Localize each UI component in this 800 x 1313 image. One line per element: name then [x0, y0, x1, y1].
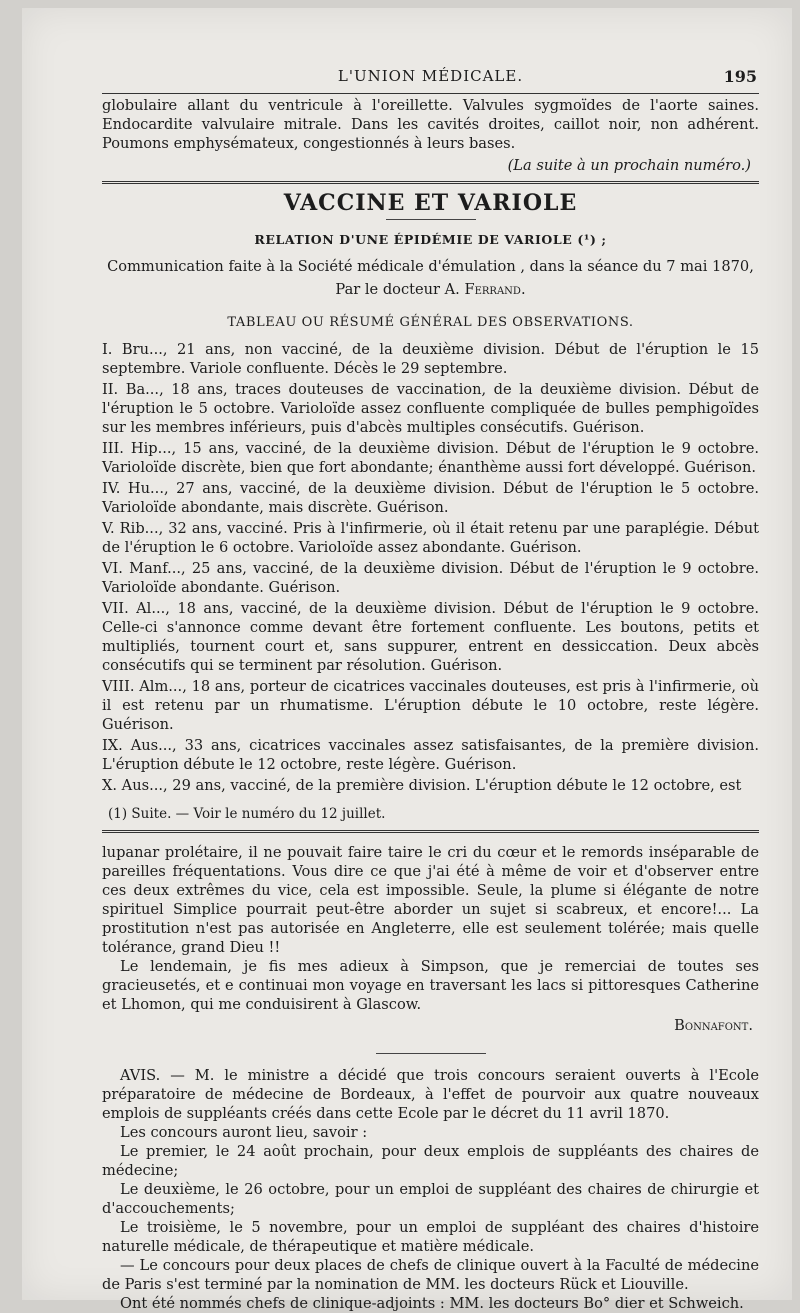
observation-item: VII. Al..., 18 ans, vacciné, de la deuxième division. Début de l'éruption le 9 octobre. Celle-ci s'annonce comme devant être fortement confluente. Les boutons, petits et multipliés, tournent court et, sans suppurer, entrent en dessiccation. Deux abcès consécutifs qui se terminent par résolution. Guérison. [102, 600, 759, 674]
page-header [102, 63, 759, 89]
observation-item: IV. Hu..., 27 ans, vacciné, de la deuxième division. Début de l'éruption le 5 octobre. Varioloïde abondante, mais discrète. Guérison. [102, 480, 759, 516]
author-prefix: Par le docteur A. [335, 281, 460, 298]
letter-paragraph: lupanar prolétaire, il ne pouvait faire taire le cri du cœur et le remords inséparable de pareilles fréquentations. Vous dire ce que j'ai été à même de voir et d'observer entre ces deux extrêmes du vice, cela est impossible. Seule, la plume si élégante de notre spirituel Simplice pourrait peut-être aborder un sujet si scabreux, et encore!... La prostitution n'est pas autorisée en Angleterre, elle est seulement tolérée; mais quelle tolérance, grand Dieu !! [102, 844, 759, 956]
notice-paragraph: Ont été nommés chefs de clinique-adjoints : MM. les docteurs Bo° dier et Schweich. [120, 1295, 744, 1312]
observation-item: III. Hip..., 15 ans, vacciné, de la deuxième division. Début de l'éruption le 9 octobre. Varioloïde discrète, bien que fort abondante; énanthème aussi fort développé. Guérison. [102, 440, 759, 476]
journal-title: L'UNION MÉDICALE. [337, 67, 524, 85]
article-title: VACCINE ET VARIOLE [283, 190, 578, 216]
notice-paragraph: Le deuxième, le 26 octobre, pour un emploi de suppléant des chaires de chirurgie et d'accouchements; [102, 1181, 759, 1217]
table-heading: TABLEAU OU RÉSUMÉ GÉNÉRAL DES OBSERVATIONS. [227, 315, 634, 330]
page-number: 195 [723, 67, 757, 86]
notice-paragraph: Le troisième, le 5 novembre, pour un emploi de suppléant des chaires d'histoire naturelle médicale, de thérapeutique et matière médicale. [102, 1219, 759, 1255]
page-content [102, 63, 759, 1313]
observation-item: X. Aus..., 29 ans, vacciné, de la première division. L'éruption débute le 12 octobre, est [102, 777, 742, 794]
page [22, 8, 792, 1312]
observation-item: I. Bru..., 21 ans, non vacciné, de la deuxième division. Début de l'éruption le 15 septembre. Variole confluente. Décès le 29 septembre. [102, 341, 759, 377]
observation-item: V. Rib..., 32 ans, vacciné. Pris à l'infirmerie, où il était retenu par une paraplégie. Début de l'éruption le 6 octobre. Varioloïde assez abondante. Guérison. [102, 520, 759, 556]
observation-item: IX. Aus..., 33 ans, cicatrices vaccinales assez satisfaisantes, de la première division. L'éruption débute le 12 octobre, reste légère. Guérison. [102, 737, 759, 773]
author-line [102, 280, 759, 299]
observation-item: VIII. Alm..., 18 ans, porteur de cicatrices vaccinales douteuses, est pris à l'infirmerie, où il est retenu par un rhumatisme. L'éruption débute le 10 octobre, reste légère. Guérison. [102, 678, 759, 733]
signature: Bonnafont. [674, 1017, 753, 1034]
header-rule [102, 93, 759, 94]
letter-paragraph: Le lendemain, je fis mes adieux à Simpson, que je remerciai de toutes ses gracieusetés, et e continuai mon voyage en traversant les lacs si pittoresques Catherine et Lhomon, qui me conduisirent à Glascow. [102, 958, 759, 1013]
suite-note: (La suite à un prochain numéro.) [507, 157, 751, 174]
section-divider [102, 181, 759, 186]
notice-paragraph: AVIS. — M. le ministre a décidé que trois concours seraient ouverts à l'Ecole préparatoire de médecine de Bordeaux, à l'effet de pourvoir aux quatre nouveaux emplois de suppléants créés dans cette Ecole par le décret du 11 avril 1870. [102, 1067, 759, 1122]
observation-item: II. Ba..., 18 ans, traces douteuses de vaccination, de la deuxième division. Début de l'éruption le 5 octobre. Varioloïde assez confluente compliquée de bulles pemphigoïdes sur les membres inférieurs, puis d'abcès multiples consécutifs. Guérison. [102, 381, 759, 436]
notice-rule [376, 1053, 486, 1054]
observations-list [102, 340, 759, 795]
notice-paragraph: Le premier, le 24 août prochain, pour deux emplois de suppléants des chaires de médecine; [102, 1143, 759, 1179]
communication-line: Communication faite à la Société médicale d'émulation , dans la séance du 7 mai 1870, [107, 258, 754, 275]
notice-paragraph: Les concours auront lieu, savoir : [120, 1124, 368, 1141]
notice-paragraph: — Le concours pour deux places de chefs de clinique ouvert à la Faculté de médecine de Paris s'est terminé par la nomination de MM. les docteurs Rück et Liouville. [102, 1257, 759, 1293]
section-divider [102, 830, 759, 835]
author-name: Ferrand. [464, 281, 526, 298]
continuation-paragraph: globulaire allant du ventricule à l'oreillette. Valvules sygmoïdes de l'aorte saines. Endocardite valvulaire mitrale. Dans les cavités droites, caillot noir, non adhérent. Poumons emphysémateux, congestionnés à leurs bases. [102, 97, 759, 152]
footnote: (1) Suite. — Voir le numéro du 12 juillet. [108, 806, 386, 822]
observation-item: VI. Manf..., 25 ans, vacciné, de la deuxième division. Début de l'éruption le 9 octobre. Varioloïde abondante. Guérison. [102, 560, 759, 596]
article-subtitle: RELATION D'UNE ÉPIDÉMIE DE VARIOLE (¹) ; [254, 232, 607, 247]
title-rule [386, 219, 476, 220]
